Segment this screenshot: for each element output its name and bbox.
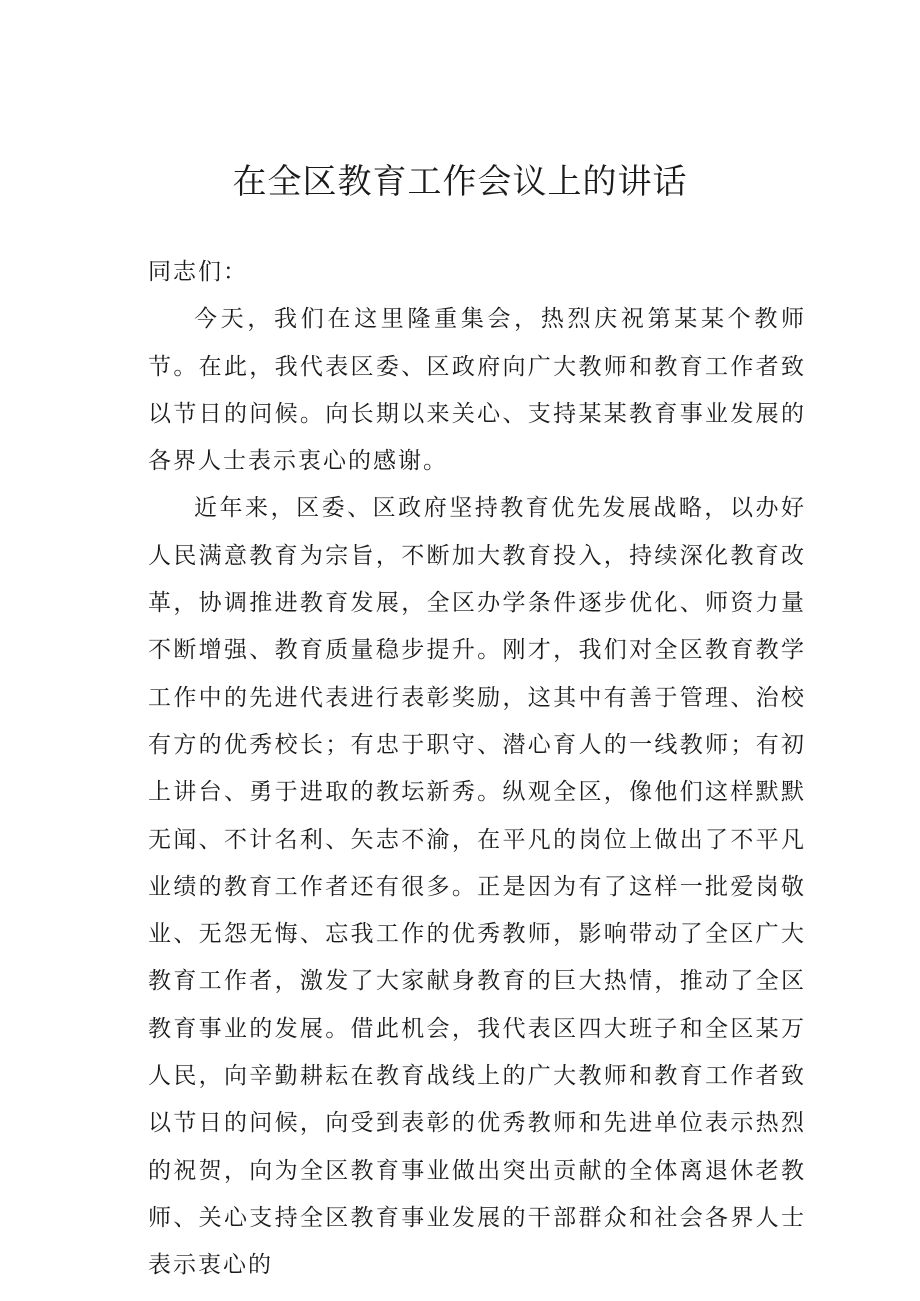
- paragraph-1: 今天，我们在这里隆重集会，热烈庆祝第某某个教师节。在此，我代表区委、区政府向广大教师和教育工作者致以节日的问候。向长期以来关心、支持某某教育事业发展的各界人士表示衷心的感谢。: [148, 306, 806, 475]
- document-body: [148, 249, 806, 1290]
- paragraph-2: 近年来，区委、区政府坚持教育优先发展战略，以办好人民满意教育为宗旨，不断加大教育投入，持续深化教育改革，协调推进教育发展，全区办学条件逐步优化、师资力量不断增强、教育质量稳步提升。刚才，我们对全区教育教学工作中的先进代表进行表彰奖励，这其中有善于管理、治校有方的优秀校长；有忠于职守、潜心育人的一线教师；有初上讲台、勇于进取的教坛新秀。纵观全区，像他们这样默默无闻、不计名利、矢志不渝，在平凡的岗位上做出了不平凡业绩的教育工作者还有很多。正是因为有了这样一批爱岗敬业、无怨无悔、忘我工作的优秀教师，影响带动了全区广大教育工作者，激发了大家献身教育的巨大热情，推动了全区教育事业的发展。借此机会，我代表区四大班子和全区某万人民，向辛勤耕耘在教育战线上的广大教师和教育工作者致以节日的问候，向受到表彰的优秀教师和先进单位表示热烈的祝贺，向为全区教育事业做出突出贡献的全体离退休老教师、关心支持全区教育事业发展的干部群众和社会各界人士表示衷心的: [148, 495, 806, 1279]
- salutation: 同志们：: [148, 259, 248, 285]
- document-title: 在全区教育工作会议上的讲话: [232, 162, 688, 202]
